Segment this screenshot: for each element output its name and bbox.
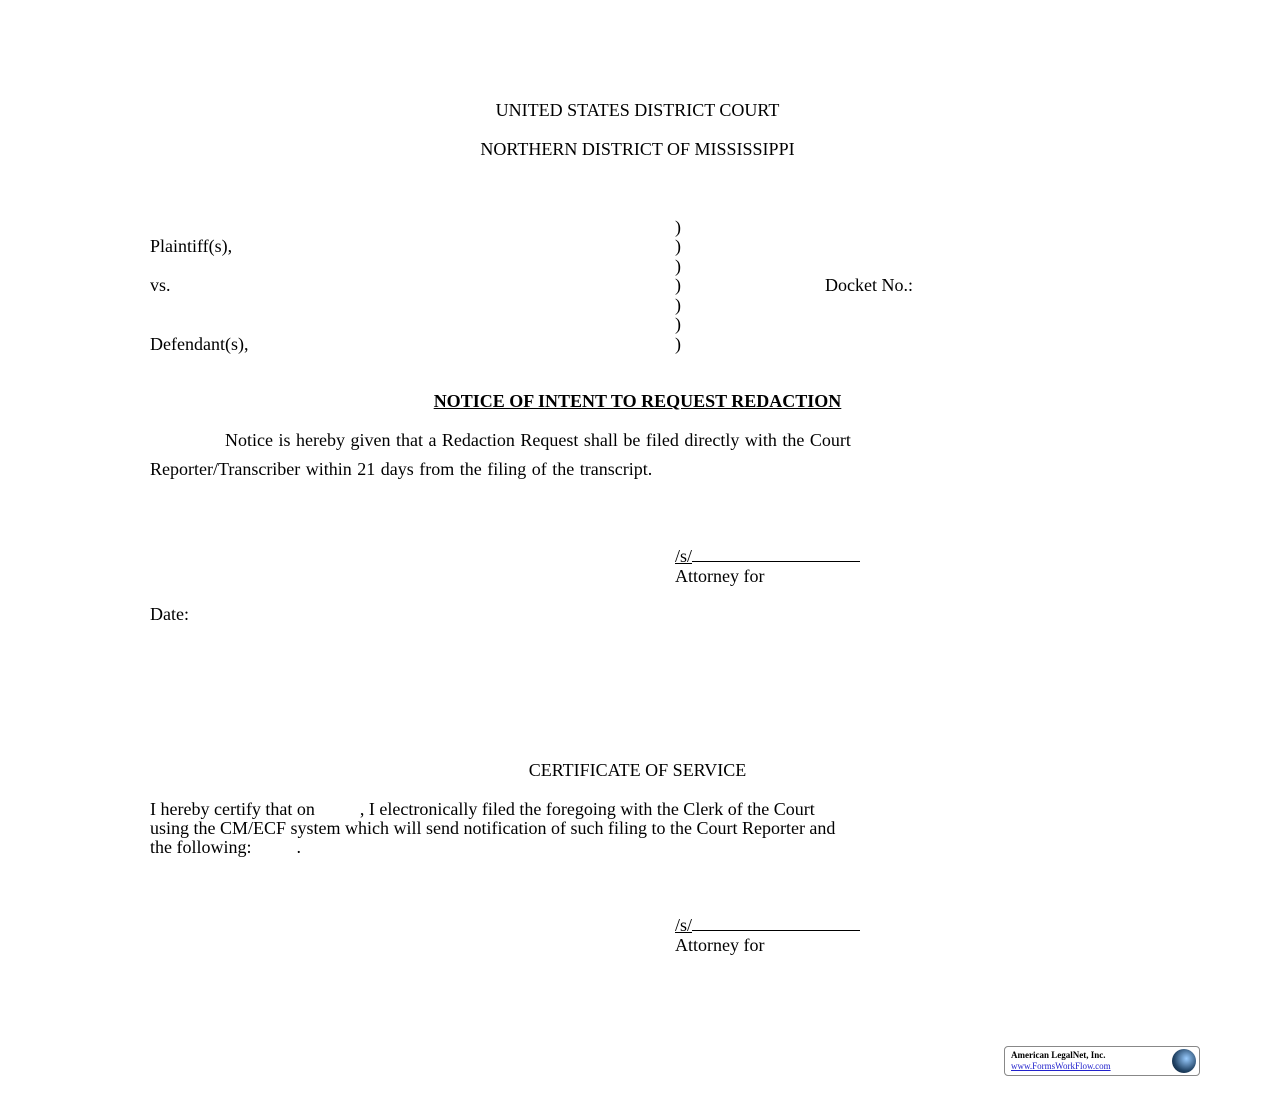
district-name: NORTHERN DISTRICT OF MISSISSIPPI <box>480 139 795 159</box>
caption-paren: ) <box>675 334 681 354</box>
certificate-signature-line <box>675 915 860 935</box>
signature-s: /s/ <box>675 546 693 566</box>
caption-paren: ) <box>675 295 681 315</box>
caption-paren: ) <box>675 314 681 334</box>
body-line-2: Reporter/Transcriber within 21 days from the filing of the transcript. <box>150 459 653 479</box>
caption-paren: ) <box>675 236 681 256</box>
docket-label: Docket No.: <box>825 275 913 295</box>
logo-url-link[interactable]: www.FormsWorkFlow.com <box>1011 1061 1111 1071</box>
certificate-title: CERTIFICATE OF SERVICE <box>528 760 747 780</box>
caption-paren: ) <box>675 275 681 295</box>
signature-s: /s/ <box>675 915 693 935</box>
logo-company: American LegalNet, Inc. <box>1011 1050 1106 1060</box>
attorney-for-label: Attorney for <box>675 566 765 586</box>
date-label: Date: <box>150 604 189 624</box>
certificate-line-1: I hereby certify that on , I electronically filed the foregoing with the Clerk of the Court <box>150 799 815 819</box>
certificate-line-3: the following: . <box>150 837 301 857</box>
body-line-1: Notice is hereby given that a Redaction Request shall be filed directly with the Court <box>225 430 851 450</box>
signature-line <box>675 546 860 566</box>
certificate-line-2: using the CM/ECF system which will send notification of such filing to the Court Reporter and <box>150 818 836 838</box>
caption-paren: ) <box>675 217 681 237</box>
globe-icon <box>1172 1049 1196 1073</box>
defendant-label: Defendant(s), <box>150 334 249 354</box>
american-legalnet-logo <box>1004 1046 1200 1076</box>
certificate-attorney-for-label: Attorney for <box>675 935 765 955</box>
caption-paren: ) <box>675 256 681 276</box>
vs-label: vs. <box>150 275 171 295</box>
plaintiff-label: Plaintiff(s), <box>150 236 233 256</box>
court-name: UNITED STATES DISTRICT COURT <box>495 100 780 120</box>
document-title: NOTICE OF INTENT TO REQUEST REDACTION <box>433 391 842 411</box>
